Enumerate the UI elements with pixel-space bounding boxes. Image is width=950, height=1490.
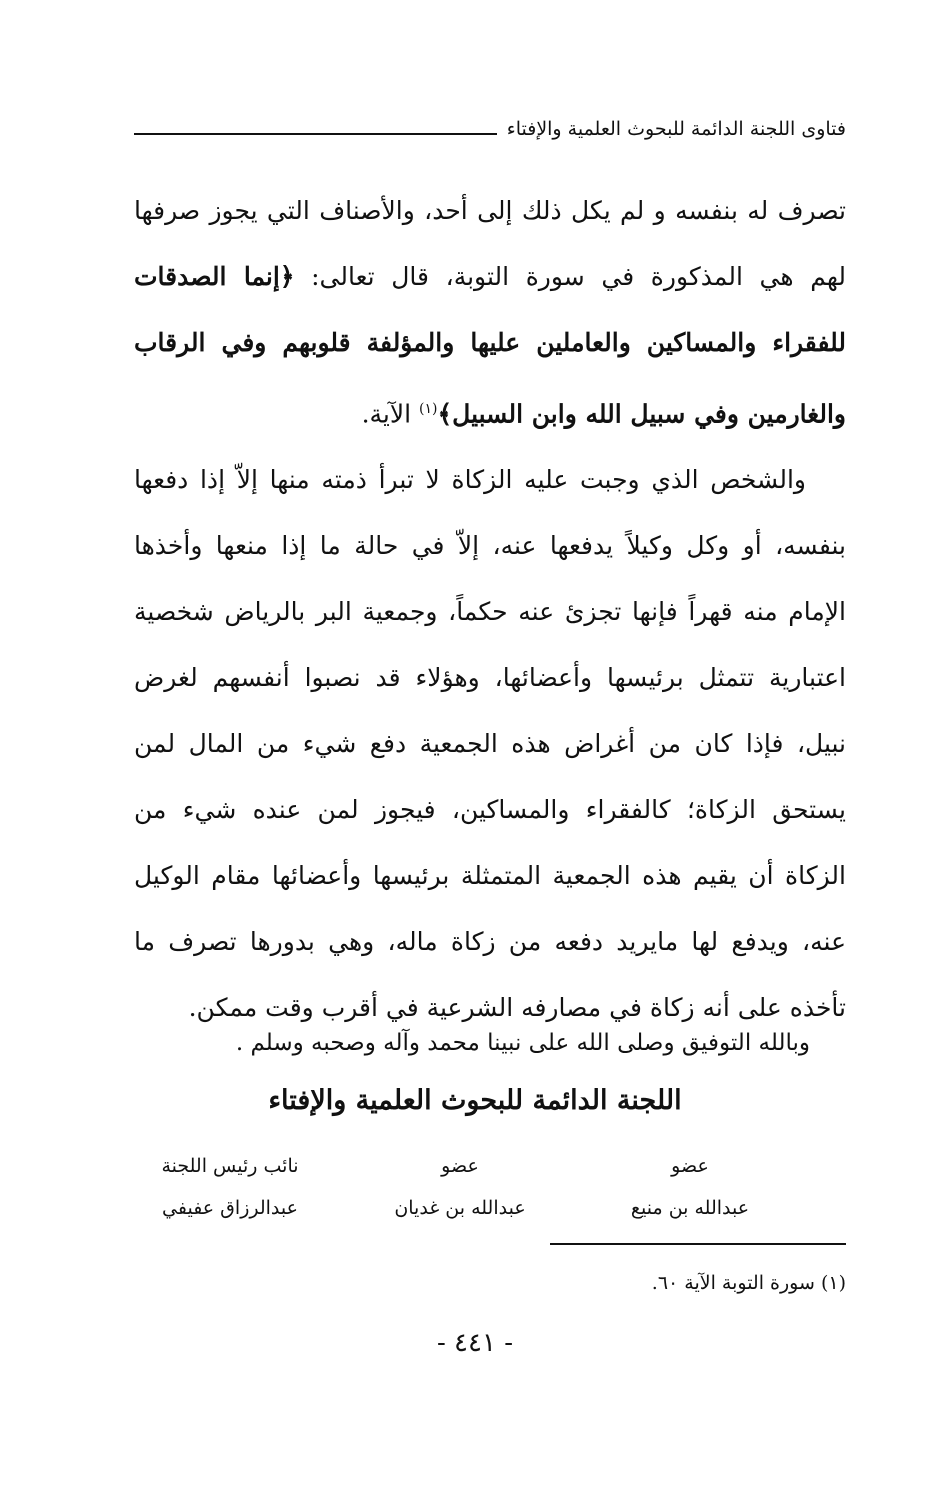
- header-rule: [134, 133, 497, 135]
- signatory-3: [130, 1145, 330, 1229]
- paragraph-2: والشخص الذي وجبت عليه الزكاة لا تبرأ ذمته منها إلاّ إذا دفعها بنفسه، أو وكل وكيلاً يدفعها عنه، إلاّ في حالة ما إذا منعها وأخذها الإمام منه قهراً فإنها تجزئ عنه حكماً، وجمعية البر بالرياض شخصية اعتبارية تتمثل برئيسها وأعضائها، وهؤلاء قد نصبوا أنفسهم لغرض نبيل، فإذا كان من أغراض هذه الجمعية دفع شيء من المال لمن يستحق الزكاة؛ كالفقراء والمساكين، فيجوز لمن عنده شيء من الزكاة أن يقيم هذه الجمعية المتمثلة برئيسها وأعضائها مقام الوكيل عنه، ويدفع لها مايريد دفعه من زكاة ماله، وهي بدورها تصرف ما تأخذه على أنه زكاة في مصارفه الشرعية في أقرب وقت ممكن.: [134, 465, 846, 1023]
- signatory-name: عبدالله بن غديان: [394, 1197, 526, 1219]
- paragraph-1-start: تصرف له بنفسه و لم يكل ذلك إلى أحد، والأصناف التي يجوز صرفها لهم هي المذكورة في سورة التوبة، قال تعالى:: [134, 196, 846, 291]
- paragraph-1: [134, 178, 846, 447]
- footnote-rule: [550, 1243, 846, 1245]
- signatory-2: [360, 1145, 560, 1229]
- signatory-role: عضو: [671, 1155, 709, 1177]
- committee-title: اللجنة الدائمة للبحوث العلمية والإفتاء: [268, 1085, 682, 1116]
- closing-line: وبالله التوفيق وصلى الله على نبينا محمد وآله وصحبه وسلم .: [235, 1030, 810, 1056]
- signatory-name: عبدالرزاق عفيفي: [162, 1197, 298, 1219]
- signatory-1: [590, 1145, 790, 1229]
- signatory-role: نائب رئيس اللجنة: [161, 1155, 299, 1177]
- running-title: فتاوى اللجنة الدائمة للبحوث العلمية والإفتاء: [506, 118, 846, 140]
- footnote: (١) سورة التوبة الآية ٦٠.: [651, 1272, 846, 1294]
- signatories: [130, 1145, 790, 1229]
- body-text: [134, 178, 846, 1041]
- page-number: - ٤٤١ -: [436, 1328, 514, 1358]
- paragraph-1-end: الآية.: [361, 399, 420, 429]
- signatory-name: عبدالله بن منيع: [630, 1197, 750, 1219]
- quran-verse: ﴿إنما الصدقات للفقراء والمساكين والعاملين عليها والمؤلفة قلوبهم وفي الرقاب والغارمين وفي سبيل الله وابن السبيل﴾: [134, 262, 846, 429]
- footnote-marker: (١): [419, 401, 438, 417]
- running-header: [134, 114, 846, 144]
- signatory-role: عضو: [441, 1155, 479, 1177]
